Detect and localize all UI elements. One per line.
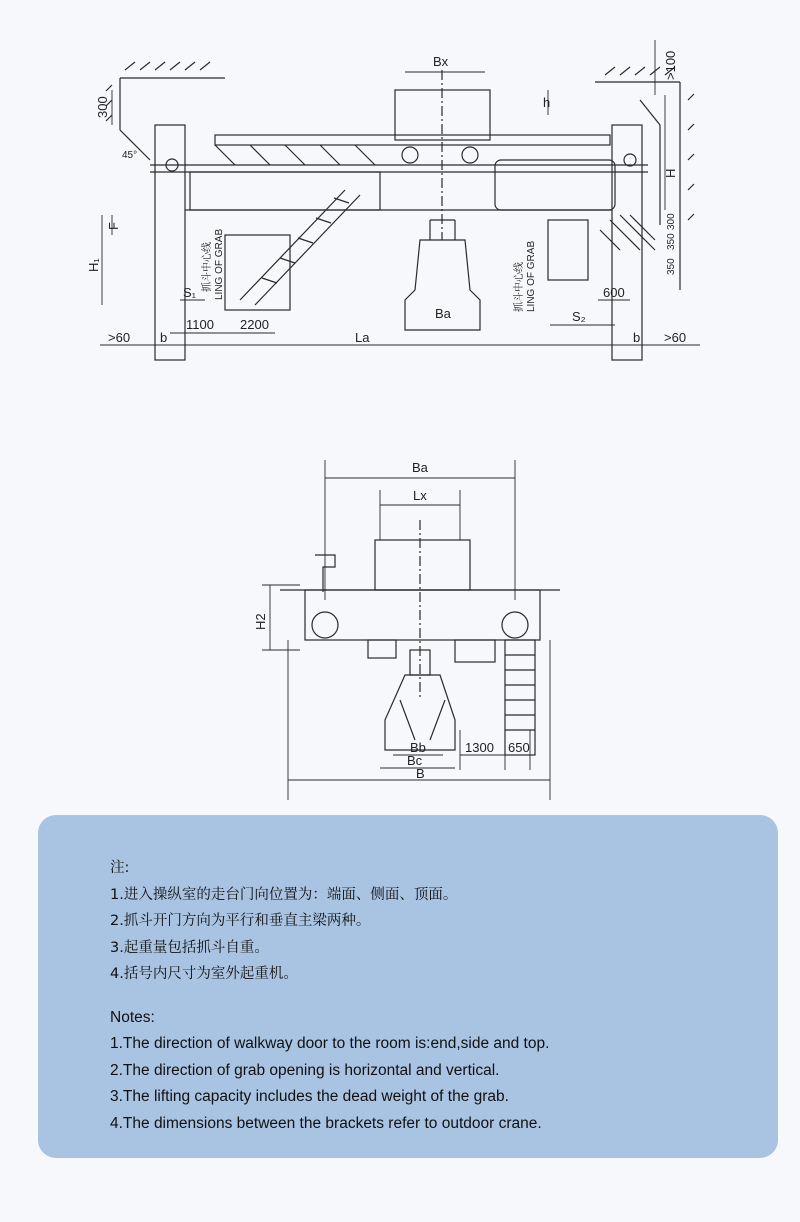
dim-300-left: 300: [95, 96, 110, 118]
dim-b-right: b: [633, 330, 641, 345]
dim-gt60-left: >60: [108, 330, 131, 345]
grab-centerline-cn-right: 抓斗中心线: [514, 262, 525, 312]
dim-bx: Bx: [433, 54, 449, 69]
dim-La: La: [355, 330, 370, 345]
dim-600: 600: [603, 285, 625, 300]
dim-s2: S₂: [572, 309, 586, 324]
dim-F: F: [106, 222, 121, 230]
notes-cn-item: 2.抓斗开门方向为平行和垂直主梁两种。: [110, 913, 371, 929]
notes-panel: [38, 815, 778, 1158]
dim-2200: 2200: [240, 317, 269, 332]
notes-en-item: 2.The direction of grab opening is horizontal and vertical.: [110, 1061, 500, 1079]
dim-b: B: [416, 766, 425, 781]
dim-bb: Bb: [410, 740, 426, 755]
dim-bc: Bc: [407, 753, 423, 768]
notes-en-item: 3.The lifting capacity includes the dead weight of the grab.: [110, 1088, 509, 1105]
dim-1100: 1100: [186, 317, 214, 332]
notes-en-title: Notes:: [110, 1008, 155, 1026]
dim-650: 650: [508, 740, 530, 755]
notes-cn-item: 1.进入操纵室的走台门向位置为：端面、侧面、顶面。: [110, 886, 458, 903]
notes-en-item: 1.The direction of walkway door to the room is:end,side and top.: [110, 1035, 550, 1052]
dim-1300: 1300: [465, 740, 494, 755]
grab-centerline-en-left: LING OF GRAB: [214, 228, 225, 300]
dim-H: H: [663, 168, 678, 178]
dim-h: h: [543, 95, 551, 110]
dim-ba-top: Ba: [435, 306, 451, 321]
notes-cn-title: 注:: [110, 860, 130, 876]
dim-350-a: 350: [666, 258, 677, 275]
dim-300-right: 300: [666, 213, 677, 230]
notes-cn-item: 4.括号内尺寸为室外起重机。: [110, 966, 298, 982]
grab-centerline-cn-left: 抓斗中心线: [202, 242, 213, 292]
dim-lx: Lx: [413, 488, 427, 503]
dim-gt100: >100: [663, 50, 678, 80]
notes-en-item: 4.The dimensions between the brackets refer to outdoor crane.: [110, 1114, 542, 1132]
notes-cn-item: 3.起重量包括抓斗自重。: [110, 939, 269, 956]
angle-45: 45°: [122, 150, 138, 161]
dim-s1: S₁: [183, 285, 197, 300]
dim-H1: H₁: [86, 258, 101, 272]
dim-gt60-right: >60: [664, 330, 687, 345]
dim-350-b: 350: [666, 233, 677, 250]
dim-b-left: b: [160, 330, 168, 345]
grab-centerline-en-right: LING OF GRAB: [526, 240, 537, 312]
dim-ba-bottom: Ba: [412, 460, 428, 475]
dim-h2: H2: [253, 613, 268, 630]
